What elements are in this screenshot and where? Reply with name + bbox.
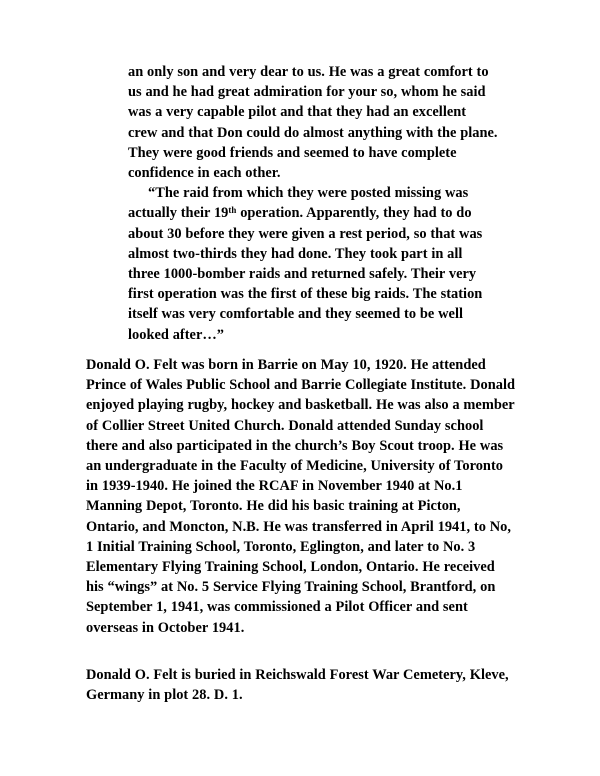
burial-block — [86, 665, 516, 705]
biography-text: Donald O. Felt was born in Barrie on May 10, 1920. He attended Prince of Wales Public School and Barrie Collegiate Institute. Donald enjoyed playing rugby, hockey and basketball. He was also a member of Collier Street United Church. Donald attended Sunday school there and also participated in the church’s Boy Scout troop. He was an undergraduate in the Faculty of Medicine, University of Toronto in 1939-1940. He joined the RCAF in November 1940 at No.1 Manning Depot, Toronto. He did his basic training at Picton, Ontario, and Moncton, N.B. He was transferred in April 1941, to No, 1 Initial Training School, Toronto, Eglington, and later to No. 3 Elementary Flying Training School, London, Ontario. He received his “wings” at No. 5 Service Flying Training School, Brantford, on September 1, 1941, was commissioned a Pilot Officer and sent overseas in October 1941. — [86, 357, 516, 636]
letter-excerpt-paragraph-2-part-b: operation. Apparently, they had to do about 30 before they were given a rest period, so that was almost two-thirds they had done. They took part in all three 1000-bomber raids and returned safely. Their very first operation was the first of these big raids. The station itself was very comfortable and they seemed to be well looked after…” — [128, 205, 483, 343]
letter-excerpt-paragraph-1: an only son and very dear to us. He was a great comfort to us and he had great admiration for your so, whom he said was a very capable pilot and that they had an excellent crew and that Don could do almost anything with the plane. They were good friends and seemed to have complete confidence in each other. — [128, 64, 498, 182]
letter-excerpt-block — [128, 62, 498, 345]
letter-excerpt-paragraph-2 — [128, 183, 498, 345]
ordinal-suffix-th: th — [228, 205, 237, 216]
biography-block — [86, 355, 516, 638]
burial-text: Donald O. Felt is buried in Reichswald Forest War Cemetery, Kleve, Germany in plot 28. D. 1. — [86, 667, 509, 704]
letter-excerpt-paragraph-2-part-a: “The raid from which they were posted missing was actually their 19 — [128, 185, 469, 222]
